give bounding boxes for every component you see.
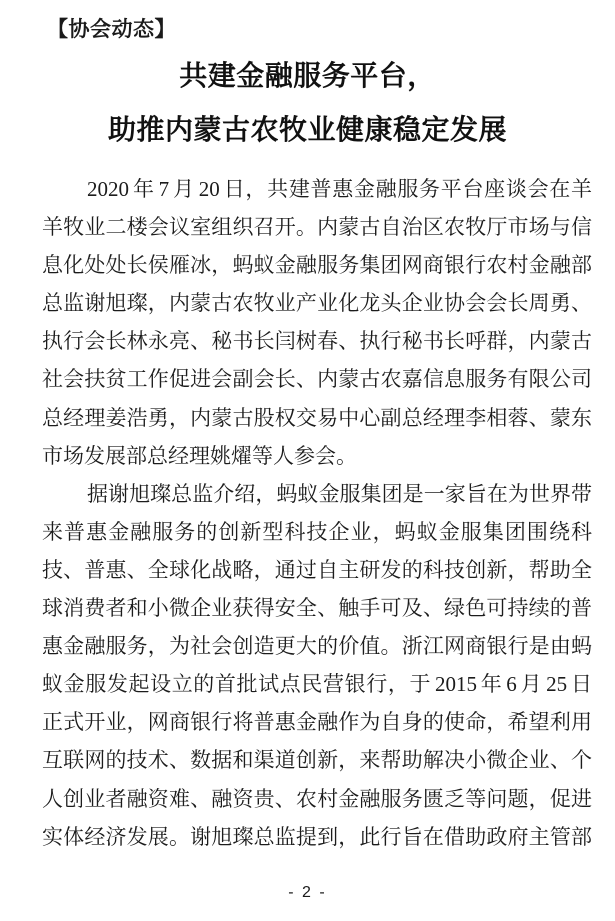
body-line: 执行会长林永亮、秘书长闫树春、执行秘书长呼群，内蒙古 xyxy=(42,329,592,354)
title-line-1: 共建金融服务平台， xyxy=(179,61,436,92)
body-line: 互联网的技术、数据和渠道创新，来帮助解决小微企业、个 xyxy=(42,748,592,773)
body-line: 社会扶贫工作促进会副会长、内蒙古农嘉信息服务有限公司 xyxy=(42,367,592,392)
section-label: 【协会动态】 xyxy=(47,18,176,41)
page-number: - 2 - xyxy=(288,884,327,901)
body-line: 正式开业，网商银行将普惠金融作为自身的使命，希望利用 xyxy=(42,710,592,735)
title-line-2: 助推内蒙古农牧业健康稳定发展 xyxy=(107,115,507,146)
paragraph-2 xyxy=(42,475,592,856)
body-line: 蚁金服发起设立的首批试点民营银行，于 2015 年 6 月 25 日 xyxy=(42,672,592,697)
body-line: 来普惠金融服务的创新型科技企业，蚂蚁金服集团围绕科 xyxy=(42,519,592,544)
body-line: 市场发展部总经理姚燿等人参会。 xyxy=(42,443,357,468)
body-line: 羊牧业二楼会议室组织召开。内蒙古自治区农牧厅市场与信 xyxy=(42,215,592,240)
body-line: 实体经济发展。谢旭璨总监提到，此行旨在借助政府主管部 xyxy=(42,824,592,849)
body-line: 息化处处长侯雁冰，蚂蚁金融服务集团网商银行农村金融部 xyxy=(42,253,592,278)
document-body xyxy=(42,170,592,856)
page-footer xyxy=(0,883,615,903)
body-line: 球消费者和小微企业获得安全、触手可及、绿色可持续的普 xyxy=(42,596,592,621)
paragraph-1 xyxy=(42,170,592,475)
body-line: 总监谢旭璨，内蒙古农牧业产业化龙头企业协会会长周勇、 xyxy=(42,291,592,316)
body-line: 人创业者融资难、融资贵、农村金融服务匮乏等问题，促进 xyxy=(42,786,592,811)
body-line: 2020 年 7 月 20 日，共建普惠金融服务平台座谈会在羊 xyxy=(87,177,592,201)
body-line: 技、普惠、全球化战略，通过自主研发的科技创新，帮助全 xyxy=(42,557,592,582)
body-line: 据谢旭璨总监介绍，蚂蚁金服集团是一家旨在为世界带 xyxy=(87,481,592,506)
document-title xyxy=(0,50,615,158)
body-line: 总经理姜浩勇，内蒙古股权交易中心副总经理李相蓉、蒙东 xyxy=(42,405,592,430)
body-line: 惠金融服务，为社会创造更大的价值。浙江网商银行是由蚂 xyxy=(42,634,592,659)
